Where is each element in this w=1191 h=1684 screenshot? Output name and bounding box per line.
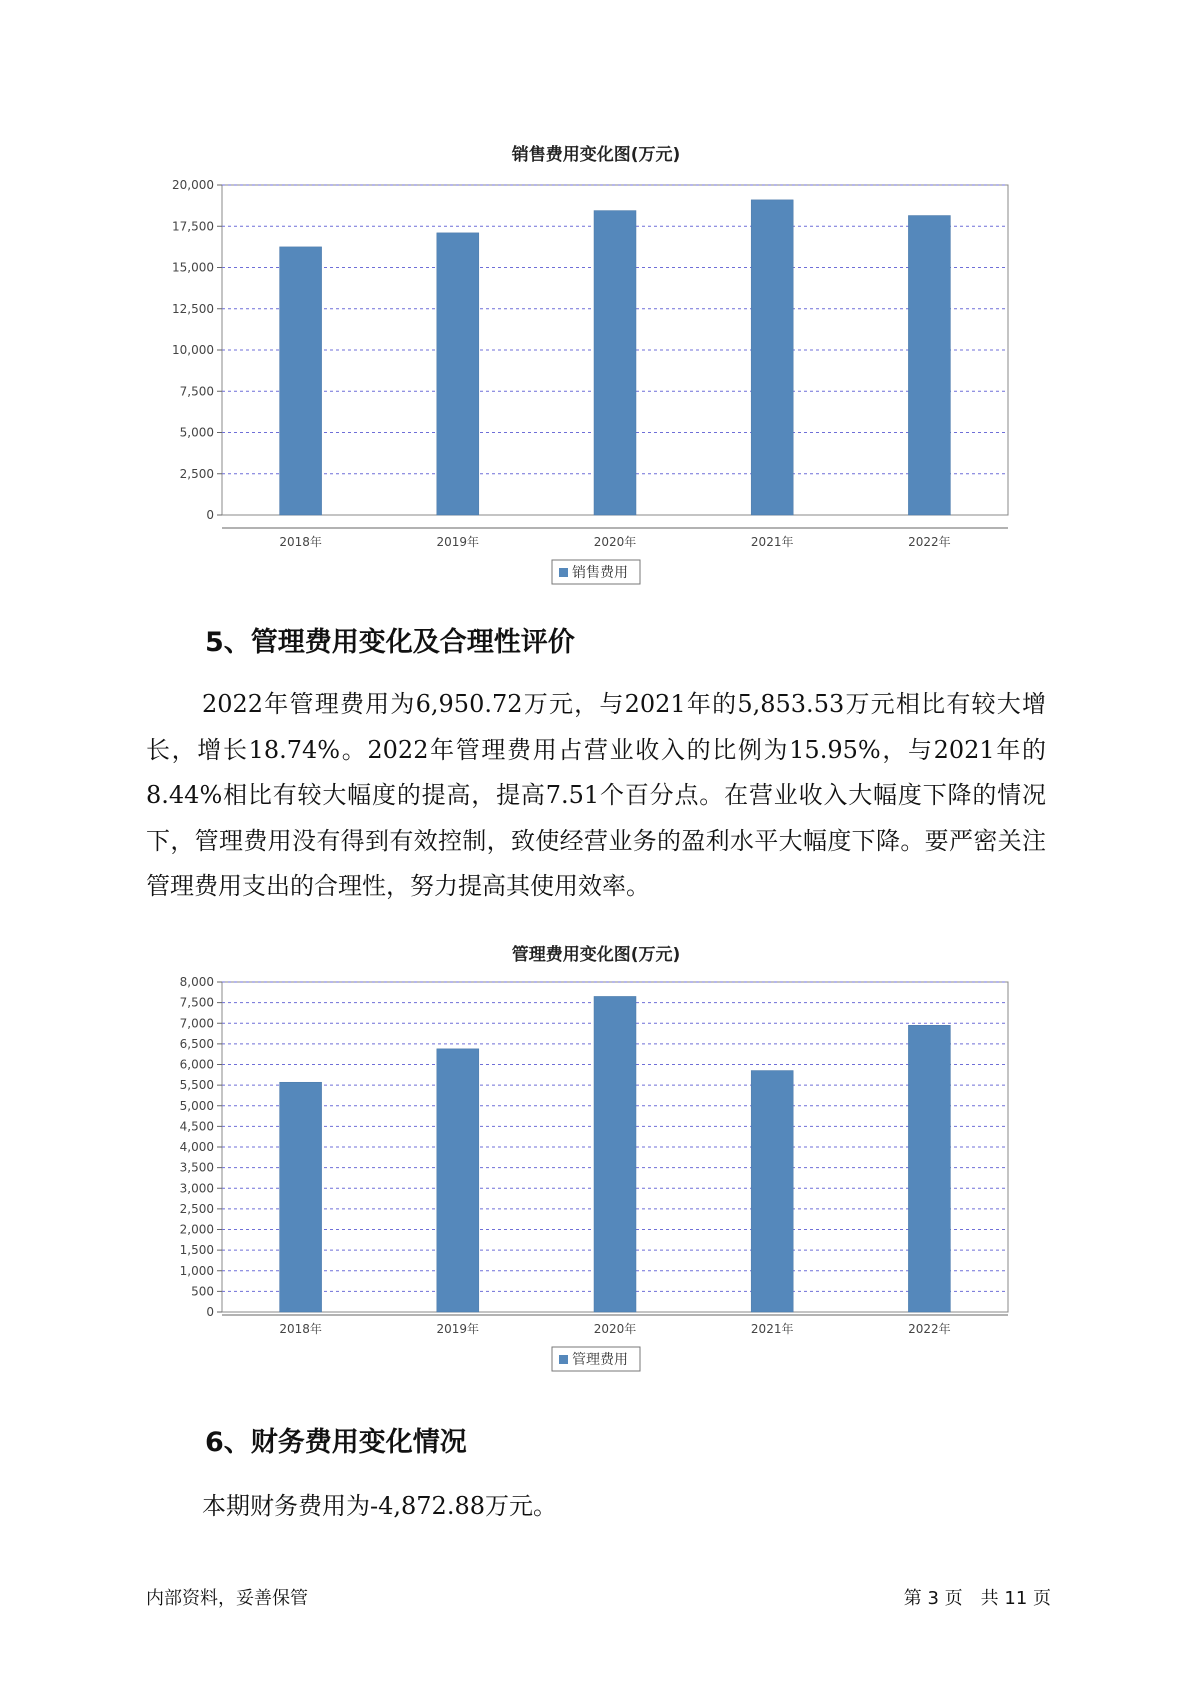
x-tick-label: 2020年 [593,535,637,549]
y-tick-label: 2,500 [179,1201,214,1216]
section-5-heading: 5、管理费用变化及合理性评价 [205,627,575,658]
y-tick-label: 2,000 [179,1222,214,1237]
y-tick-label: 1,000 [179,1263,214,1278]
footer-page-number: 第 3 页 共 11 页 [903,1588,1051,1609]
legend-swatch [559,568,568,577]
y-tick-label: 7,500 [179,995,214,1010]
x-tick-label: 2022年 [908,535,951,549]
y-tick-label: 4,000 [179,1140,214,1154]
admin-expense-chart [0,930,1191,1400]
y-tick-label: 2,500 [179,466,214,481]
section-5-paragraph: 2022年管理费用为6,950.72万元，与2021年的5,853.53万元相比有较大增长，增长18.74%。2022年管理费用占营业收入的比例为15.95%，与2021年的8.44%相比有较大幅度的提高，提高7.51个百分点。在营业收入大幅度下降的情况下，管理费用没有得到有效控制，致使经营业务的盈利水平大幅度下降。要严密关注管理费用支出的合理性，努力提高其使用效率。 [146,690,1046,900]
legend-label: 管理费用 [572,1352,628,1368]
y-tick-label: 12,500 [172,301,214,316]
y-tick-label: 6,500 [179,1036,214,1051]
section-6-paragraph: 本期财务费用为-4,872.88万元。 [202,1492,557,1520]
chart-title: 销售费用变化图(万元) [511,145,681,165]
y-tick-label: 0 [206,1305,214,1319]
legend-label: 销售费用 [572,565,628,581]
x-tick-label: 2022年 [908,1322,951,1336]
footer-confidential-note: 内部资料，妥善保管 [146,1588,308,1609]
y-tick-label: 6,000 [179,1057,214,1072]
y-tick-label: 3,000 [179,1181,214,1196]
legend-swatch [559,1355,568,1364]
x-tick-label: 2018年 [279,535,322,549]
chart-title: 管理费用变化图(万元) [511,945,681,965]
x-tick-label: 2018年 [279,1322,322,1336]
y-tick-label: 7,000 [179,1016,214,1031]
bar-2021年 [751,1071,793,1312]
x-tick-label: 2020年 [593,1322,637,1336]
y-tick-label: 500 [191,1284,214,1299]
bar-2020年 [594,211,636,515]
y-tick-label: 17,500 [172,219,214,234]
x-tick-label: 2019年 [436,535,480,549]
x-tick-label: 2019年 [436,1322,480,1336]
x-tick-label: 2021年 [750,1322,794,1336]
section-6-heading: 6、财务费用变化情况 [205,1427,467,1458]
bar-2022年 [908,216,950,515]
bar-2018年 [280,1082,322,1312]
y-tick-label: 5,000 [179,1098,214,1113]
y-tick-label: 5,500 [179,1078,214,1093]
y-tick-label: 7,500 [179,384,214,399]
y-tick-label: 0 [206,508,214,522]
bar-2019年 [437,233,479,515]
bar-2020年 [594,996,636,1312]
x-tick-label: 2021年 [750,535,794,549]
sales-expense-chart-svg [0,130,1191,600]
y-tick-label: 15,000 [172,260,214,275]
y-tick-label: 4,500 [179,1119,214,1134]
bar-2018年 [280,247,322,515]
sales-expense-chart [0,130,1191,600]
bar-2021年 [751,200,793,515]
y-tick-label: 10,000 [172,343,214,357]
y-tick-label: 1,500 [179,1243,214,1258]
y-tick-label: 5,000 [179,425,214,440]
bar-2022年 [908,1025,950,1312]
y-tick-label: 3,500 [179,1160,214,1175]
bar-2019年 [437,1049,479,1312]
admin-expense-chart-svg [0,930,1191,1400]
y-tick-label: 20,000 [172,178,214,192]
y-tick-label: 8,000 [179,975,214,989]
